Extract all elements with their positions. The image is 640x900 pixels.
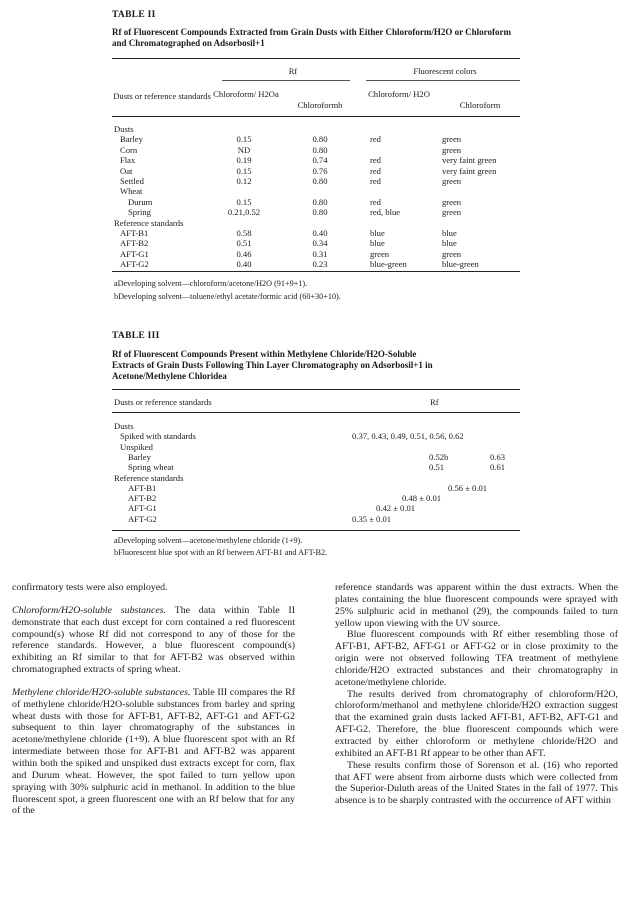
right-column (335, 582, 618, 807)
table-3-row-label: AFT-B2 (128, 493, 157, 504)
table-2-cell: 0.80 (312, 176, 328, 186)
table-2-label: TABLE II (112, 10, 156, 20)
table-3-caption: Rf of Fluorescent Compounds Present within Methylene Chloride/H2O-Soluble Extracts of Grain Dusts Following Thin Layer Chromatography on Adsorbosil+1 in Acetone/Methylene Chloridea (112, 349, 433, 381)
left-paragraph-1: confirmatory tests were also employed. (12, 582, 168, 593)
table-3-header-rule (112, 412, 520, 413)
table-2-cell: 0.40 (236, 259, 252, 270)
table-3-cell: 0.42 ± 0.01 (376, 503, 416, 514)
table-2-cell: 0.58 (236, 228, 252, 238)
table-2-col-color-chloroform: Chloroform (459, 100, 501, 110)
table-2-cell: 0.80 (312, 207, 328, 218)
table-2-cell: blue (442, 238, 457, 249)
table-2-row-label: Flax (120, 155, 136, 166)
table-2-cell: blue-green (442, 259, 479, 270)
table-3-bottom-rule (112, 530, 520, 531)
table-3-cell: 0.37, 0.43, 0.49, 0.51, 0.56, 0.62 (352, 431, 464, 442)
table-2-cell: red (370, 196, 381, 207)
table-2-cell: green (442, 144, 462, 155)
table-2-cell: red (370, 134, 381, 145)
table-3-row-label: AFT-B1 (128, 482, 157, 493)
table-2-cell: 0.19 (236, 155, 252, 166)
table-2-row-label: Barley (120, 134, 143, 145)
table-2-cell: very faint green (442, 165, 497, 176)
table-2-row-label: Spring (128, 207, 151, 218)
table-2-cell: 0.34 (312, 238, 328, 249)
right-paragraph-3: The results derived from chromatography of chloroform/H2O, chloroform/methanol and methylene chloride/H2O extraction suggest that the examined grain dusts lacked AFT-B1, AFT-B2, AFT-G1 and AFT-G2. Therefore, the blue fluorescent compounds which were extracted by either chloroform or methylene chloride/H2O and exhibited an AFT-B1 Rf appear to be other than AFT. (335, 688, 618, 759)
table-2-cell: 0.40 (312, 228, 328, 238)
table-3-cell: 0.48 ± 0.01 (402, 493, 442, 504)
table-2-row-label: Dusts (114, 124, 134, 134)
table-2-cell: blue (370, 238, 385, 249)
table-2-bottom-rule (112, 271, 520, 272)
left-column (12, 582, 295, 817)
table-3-cell: 0.51 (429, 462, 445, 473)
table-3-footnote-b: bFluorescent blue spot with an Rf between AFT-B1 and AFT-B2. (114, 548, 328, 557)
table-3-cell: 0.63 (490, 451, 506, 462)
table-3-cell: 0.52b (429, 451, 449, 462)
table-3-col-dusts: Dusts or reference standards (114, 397, 212, 407)
table-3-cell: 0.56 ± 0.01 (448, 482, 488, 493)
table-2-rf-rule (222, 80, 350, 81)
table-2-cell: 0.74 (312, 155, 328, 166)
table-3-row-label: AFT-G1 (128, 503, 157, 514)
table-2-group-rf: Rf (288, 66, 298, 76)
table-2-cell: 0.80 (312, 134, 328, 145)
table-2-cell: 0.15 (236, 196, 252, 207)
table-2-group-colors: Fluorescent colors (413, 66, 477, 76)
table-2-row-label: Oat (120, 165, 133, 176)
table-2-cell: 0.80 (312, 196, 328, 207)
table-2-cell: 0.31 (312, 248, 328, 259)
table-2-cell: ND (237, 144, 251, 155)
left-paragraph-2: The data within Table II demonstrate that each dust except for corn contained a red fluorescent compound(s) whose Rf did not correspond to any of those for the reference standards. However, a blue fluorescent compound(s) exhibiting an Rf similar to that for AFT-B2 was observed within chromatographed extracts of spring wheat. (12, 604, 296, 676)
table-3-cell: 0.61 (490, 462, 506, 473)
table-2-cell: 0.46 (236, 248, 252, 259)
right-paragraph-1: reference standards was apparent within the dust extracts. When the plates containing the blue fluorescent compounds were sprayed with 25% sulphuric acid in methanol (29), the compounds failed to turn yellow upon viewing with the UV source. (335, 582, 618, 629)
table-2-cell: 0.80 (312, 144, 328, 155)
table-2-colors-rule (366, 80, 520, 81)
table-2-row-label: Reference standards (114, 217, 184, 228)
table-2-cell: red (370, 155, 381, 166)
table-2-cell: green (370, 248, 390, 259)
table-3-col-rf: Rf (430, 397, 439, 407)
table-2-col-chloroform-water: Chloroform/ H2Oa (213, 89, 279, 99)
table-3-footnote-a: aDeveloping solvent—acetone/methylene chloride (1+9). (114, 536, 303, 545)
left-paragraph-2-heading: Chloroform/H2O-soluble substances. (12, 604, 167, 616)
left-paragraph-3: Table III compares the Rf of methylene chloride/H2O-soluble substances from barley and spring wheat dusts with those for AFT-B1, AFT-B2, AFT-G1 and AFT-G2 subsequent to thin layer chromatography of the substances in acetone/methylene chloride (1+9). A blue fluorescent spot with an Rf intermediate between those for AFT-B1 and AFT-B2 was apparent within both the spiked and unspiked dust extracts except for corn, flax and Durum wheat. However, the spot failed to turn yellow upon spraying with 30% sulphuric acid in methanol. In addition to the blue fluorescent spot, a green fluorescent one with an Rf below that for any of the (12, 686, 295, 817)
table-2-top-rule (112, 58, 520, 59)
right-paragraph-4: These results confirm those of Sorenson et al. (16) who reported that AFT were absent from airborne dusts which were collected from the Superior-Duluth areas of the United States in the fall of 1977. This absence is to be sharply contrasted with the occurrence of AFT within (335, 759, 618, 807)
table-2-cell: 0.76 (312, 165, 328, 176)
table-2-col-color-chloroform-water: Chloroform/ H2O (368, 89, 430, 99)
table-2-cell: green (442, 134, 462, 145)
table-3-row-label: Spring wheat (128, 462, 174, 473)
table-3-row-label: Unspiked (120, 441, 153, 452)
right-paragraph-2: Blue fluorescent compounds with Rf either resembling those of AFT-B1, AFT-B2, AFT-G1 or AFT-G2 or in close proximity to the origin were not observed following TFA treatment of methylene chloride/H2O extracted substances and their chromatography in acetone/methylene chloride. (335, 629, 618, 688)
table-3-row-label: AFT-G2 (128, 513, 157, 524)
table-2-row-label: Settled (120, 176, 144, 186)
table-2-cell: blue (442, 228, 457, 238)
table-2-row-label: AFT-B2 (120, 238, 149, 249)
table-2-cell: blue (370, 228, 385, 238)
table-2-row-label: AFT-G2 (120, 259, 149, 270)
table-2-footnote-b: bDeveloping solvent—toluene/ethyl acetate/formic acid (60+30+10). (114, 292, 341, 301)
table-2-row-label: Wheat (120, 186, 143, 197)
table-2-cell: 0.15 (236, 165, 252, 176)
table-2-cell: 0.15 (236, 134, 252, 145)
table-2-cell: green (442, 176, 462, 186)
table-2-cell: green (442, 207, 462, 218)
table-3-label: TABLE III (112, 331, 160, 341)
table-2-cell: 0.51 (236, 238, 252, 249)
table-2-cell: 0.23 (312, 259, 328, 270)
table-2-cell: 0.21,0.52 (227, 207, 261, 218)
table-3-cell: 0.35 ± 0.01 (352, 513, 392, 524)
table-2-cell: very faint green (442, 155, 497, 166)
table-2-row-label: Durum (128, 196, 153, 207)
table-3-row-label: Dusts (114, 421, 134, 431)
table-2-footnote-a: aDeveloping solvent—chloroform/acetone/H2O (91+9+1). (114, 279, 308, 288)
table-2-caption: Rf of Fluorescent Compounds Extracted from Grain Dusts with Either Chloroform/H2O or Chloroform and Chromatographed on Adsorbosil+1 (112, 27, 511, 48)
table-3-row-label: Spiked with standards (120, 431, 196, 442)
table-2-cell: red (370, 165, 381, 176)
table-3-row-label: Reference standards (114, 472, 184, 483)
table-2-row-label: Corn (120, 144, 138, 155)
table-2-cell: green (442, 248, 462, 259)
table-2-cell: red, blue (370, 207, 401, 218)
left-paragraph-3-heading: Methylene chloride/H2O-soluble substances. (12, 686, 191, 698)
table-2-row-label: AFT-G1 (120, 248, 149, 259)
table-2-row-label: AFT-B1 (120, 228, 149, 238)
table-2-cell: 0.12 (236, 176, 252, 186)
table-2-cell: red (370, 176, 381, 186)
table-3-row-label: Barley (128, 451, 151, 462)
table-2-col-chloroform: Chloroformb (297, 100, 343, 110)
table-2-header-rule (112, 116, 520, 117)
table-3-top-rule (112, 389, 520, 390)
table-2-cell: green (442, 196, 462, 207)
table-2-col-dusts: Dusts or reference standards (113, 91, 211, 101)
table-2-cell: blue-green (370, 259, 407, 270)
